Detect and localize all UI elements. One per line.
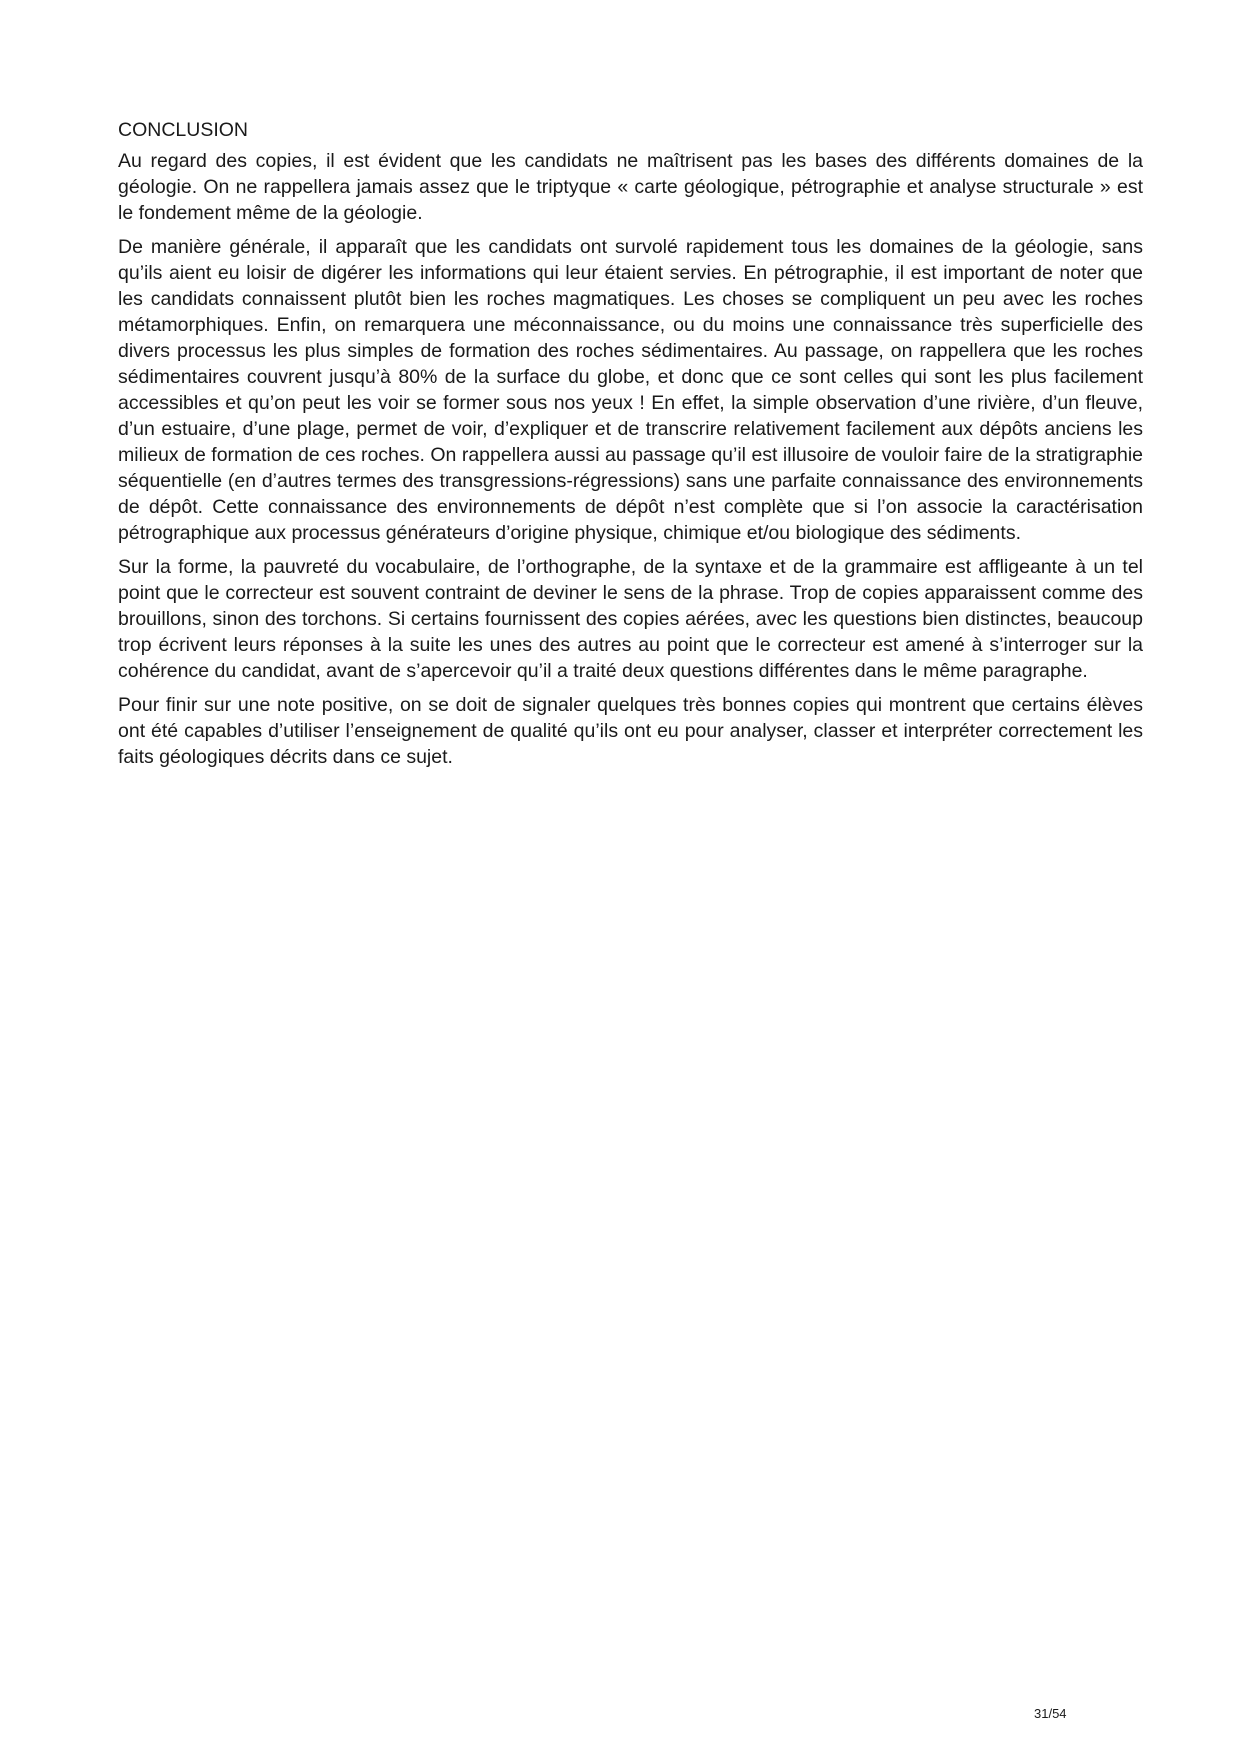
page-content	[118, 118, 1143, 778]
paragraph-3: Sur la forme, la pauvreté du vocabulaire, de l’orthographe, de la syntaxe et de la grammaire est affligeante à un tel point que le correcteur est souvent contraint de deviner le sens de la phrase. Trop de copies apparaissent comme des brouillons, sinon des torchons. Si certains fournissent des copies aérées, avec les questions bien distinctes, beaucoup trop écrivent leurs réponses à la suite les unes des autres au point que le correcteur est amené à s’interroger sur la cohérence du candidat, avant de s’apercevoir qu’il a traité deux questions différentes dans le même paragraphe.	[118, 556, 1143, 682]
page-number: 31/54	[1034, 1706, 1067, 1721]
paragraph-4: Pour finir sur une note positive, on se doit de signaler quelques très bonnes copies qui montrent que certains élèves ont été capables d’utiliser l’enseignement de qualité qu’ils ont eu pour analyser, classer et interpréter correctement les faits géologiques décrits dans ce sujet.	[118, 694, 1143, 768]
section-heading: CONCLUSION	[118, 119, 249, 141]
paragraph-2: De manière générale, il apparaît que les candidats ont survolé rapidement tous les domaines de la géologie, sans qu’ils aient eu loisir de digérer les informations qui leur étaient servies. En pétrographie, il est important de noter que les candidats connaissent plutôt bien les roches magmatiques. Les choses se compliquent un peu avec les roches métamorphiques. Enfin, on remarquera une méconnaissance, ou du moins une connaissance très superficielle des divers processus les plus simples de formation des roches sédimentaires. Au passage, on rappellera que les roches sédimentaires couvrent jusqu’à 80% de la surface du globe, et donc que ce sont celles qui sont les plus facilement accessibles et qu’on peut les voir se former sous nos yeux ! En effet, la simple observation d’une rivière, d’un fleuve, d’un estuaire, d’une plage, permet de voir, d’expliquer et de transcrire relativement facilement aux dépôts anciens les milieux de formation de ces roches. On rappellera aussi au passage qu’il est illusoire de vouloir faire de la stratigraphie séquentielle (en d’autres termes des transgressions-régressions) sans une parfaite connaissance des environnements de dépôt. Cette connaissance des environnements de dépôt n’est complète que si l’on associe la caractérisation pétrographique aux processus générateurs d’origine physique, chimique et/ou biologique des sédiments.	[118, 236, 1143, 544]
paragraph-1: Au regard des copies, il est évident que les candidats ne maîtrisent pas les bases des différents domaines de la géologie. On ne rappellera jamais assez que le triptyque « carte géologique, pétrographie et analyse structurale » est le fondement même de la géologie.	[118, 150, 1143, 224]
